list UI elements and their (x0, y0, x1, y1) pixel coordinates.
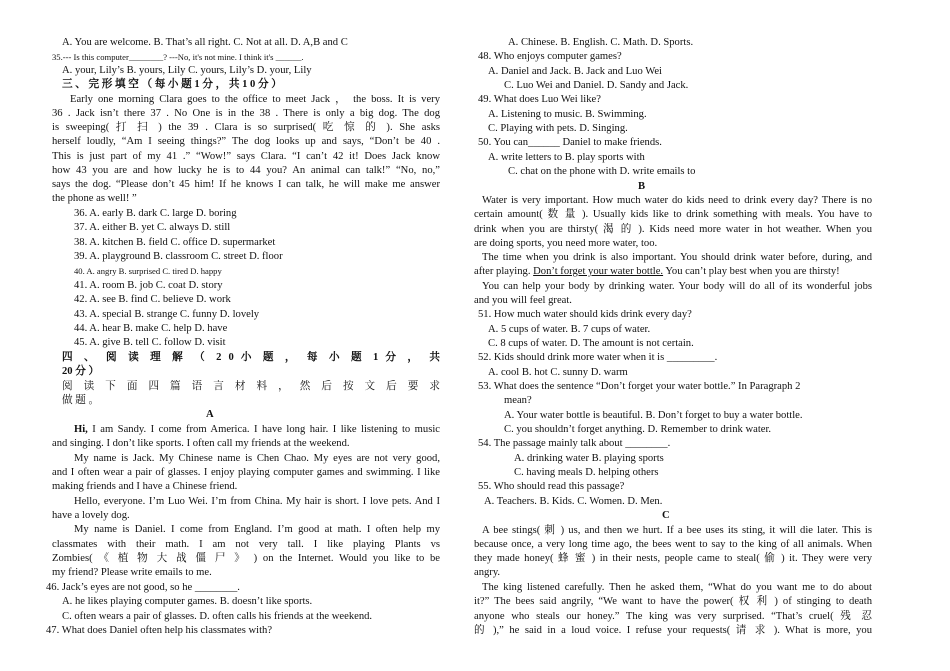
right-column-line: A. Listening to music. B. Swimming. (488, 109, 647, 120)
left-column-line: 20 分 ） (62, 366, 100, 377)
left-column-line: 35.--- Is this computer________? ---No, it's not mine. I think it's ______. (52, 52, 304, 62)
right-column-line: C. Luo Wei and Daniel. D. Sandy and Jack. (504, 80, 689, 91)
right-column-line: anyone who steals our honey.” The king was very surprised. “That’s cruel( 残 忍 (474, 611, 872, 622)
left-column-line: herself loudly, “Am I seeing things?” The dog looks up and says, “Don’t be 40 . (52, 136, 440, 147)
left-column-line: 阅 读 下 面 四 篇 语 言 材 料 ， 然 后 按 文 后 要 求 (62, 381, 440, 392)
left-column-line: 47. What does Daniel often help his classmates with? (46, 625, 273, 636)
left-column-line: A (206, 409, 214, 420)
right-column-line: A. Chinese. B. English. C. Math. D. Sports. (508, 37, 694, 48)
left-column-line: A. You are welcome. B. That’s all right. C. Not at all. D. A,B and C (62, 37, 348, 48)
left-column-line: says the dog. “Please don’t 45 him! If he knows I can talk, he will make me answer (52, 179, 440, 190)
left-column-line: 42. A. see B. find C. believe D. work (74, 294, 231, 305)
right-column-line: A. write letters to B. play sports with (488, 152, 645, 163)
right-column-line: 55. Who should read this passage? (478, 481, 625, 492)
left-column-line: 40. A. angry B. surprised C. tired D. happy (74, 266, 222, 276)
left-column-line: 38. A. kitchen B. field C. office D. supermarket (74, 237, 276, 248)
right-column-line: are doing sports, you need more water, too. (474, 238, 658, 249)
right-column-line: because once, a very long time ago, the bees went to say to the king of all animals. When (474, 539, 872, 550)
left-column-line: 做 题 。 (62, 395, 100, 406)
left-column-line: My name is Daniel. I come from England. I’m good at math. I often help my (74, 524, 440, 535)
left-column-line: 37. A. either B. yet C. always D. still (74, 222, 231, 233)
right-column-line: Water is very important. How much water do kids need to drink every day? There is no (482, 195, 872, 206)
right-column-line: C (662, 510, 670, 521)
left-column-line: 41. A. room B. job C. coat D. story (74, 280, 223, 291)
right-column-line: A. drinking water B. playing sports (514, 453, 664, 464)
right-column-line: You can help your body by drinking water. Your body will do all of its wonderful jobs (482, 281, 872, 292)
left-column-line: and I often wear a pair of glasses. I enjoy playing computer games and swimming. I like (52, 467, 440, 478)
right-column-line: The time when you drink is also important. You should drink water before, during, and (482, 252, 872, 263)
right-column-line: A. cool B. hot C. sunny D. warm (488, 367, 628, 378)
right-column-line: 的 ),” he said in a loud voice. I refuse your requests( 请 求 ). What is more, you (474, 625, 872, 636)
right-column-line: A. Your water bottle is beautiful. B. Don’t forget to buy a water bottle. (504, 410, 803, 421)
right-column-line: they made honey( 蜂 蜜 ) in their nests, people came to steal( 偷 ) it. They were very (474, 553, 872, 564)
right-column-line: 49. What does Luo Wei like? (478, 94, 601, 105)
right-column-line: certain amount( 数 量 ). Usually kids like to drink something with meals. You have to (474, 209, 872, 220)
right-column-line: C. chat on the phone with D. write emails to (508, 166, 696, 177)
right-column-line: drink when you are thirsty( 渴 的 ). Kids need more water in hot weather. When you (474, 224, 872, 235)
right-column-line: The king listened carefully. Then he asked them, “What do you want me to do about (482, 582, 872, 593)
left-column-line: how 43 you are and how lucky he is to 44 you? An animal can talk!” “No, no,” (52, 165, 440, 176)
left-column-line: and singing. I don’t like sports. I often call my friends at the weekend. (52, 438, 350, 449)
left-column-line: is sweeping( 打 扫 ) the 39 . Clara is so surprised( 吃 惊 的 ). She asks (52, 122, 440, 133)
left-column-line: 44. A. hear B. make C. help D. have (74, 323, 228, 334)
right-column-line: 53. What does the sentence “Don’t forget your water bottle.” In Paragraph 2 (478, 381, 801, 392)
left-column-line: 36. A. early B. dark C. large D. boring (74, 208, 237, 219)
right-column-line: mean? (504, 395, 532, 406)
left-column-line: have a lovely dog. (52, 510, 130, 521)
right-column-line: 54. The passage mainly talk about ________. (478, 438, 671, 449)
left-column-line: 46. Jack’s eyes are not good, so he ________. (46, 582, 240, 593)
right-column-line: C. having meals D. helping others (514, 467, 659, 478)
right-column-line: B (638, 181, 646, 192)
right-column-line: C. Playing with pets. D. Singing. (488, 123, 628, 134)
right-column-line: angry. (474, 567, 501, 578)
left-column-line: My name is Jack. My Chinese name is Chen Chao. My eyes are not very good, (74, 453, 440, 464)
right-column-line: 51. How much water should kids drink every day? (478, 309, 692, 320)
left-column-line: Hello, everyone. I’m Luo Wei. I’m from China. My hair is short. I love pets. And I (74, 496, 440, 507)
left-column-line: classmates with their math. I am not very tall. I like playing Plants vs (52, 539, 440, 550)
left-column-line: Early one morning Clara goes to the office to meet Jack ， the boss. It is very (70, 94, 440, 105)
left-column-line: A. your, Lily’s B. yours, Lily C. yours, Lily’s D. your, Lily (62, 65, 312, 76)
right-column-line: A. Daniel and Jack. B. Jack and Luo Wei (488, 66, 662, 77)
left-column-line: C. often wears a pair of glasses. D. often calls his friends at the weekend. (62, 611, 373, 622)
right-column-line: C. 8 cups of water. D. The amount is not certain. (488, 338, 694, 349)
right-column-line: 50. You can______ Daniel to make friends. (478, 137, 662, 148)
left-column-line: 四 、 阅 读 理 解 （ 2 0 小 题 ， 每 小 题 1 分 ， 共 (62, 352, 440, 363)
left-column-line: making friends and I have a Chinese friend. (52, 481, 238, 492)
left-column-line: my friend? Please write emails to me. (52, 567, 212, 578)
left-column-line: Hi, I am Sandy. I come from America. I have long hair. I like listening to music (74, 424, 440, 435)
right-column-line: 52. Kids should drink more water when it is _________. (478, 352, 718, 363)
right-column-line: A. 5 cups of water. B. 7 cups of water. (488, 324, 651, 335)
left-column-line: the phone as well! ” (52, 193, 137, 204)
left-column-line: A. he likes playing computer games. B. doesn’t like sports. (62, 596, 313, 607)
left-column-line: 43. A. special B. strange C. funny D. lovely (74, 309, 260, 320)
left-column-line: 三 、 完 形 填 空 （ 每 小 题 1 分 ， 共 1 0 分 ） (62, 79, 282, 90)
right-column-line: A bee stings( 刺 ) us, and then we hurt. If a bee uses its sting, it will die later. This is (482, 525, 872, 536)
right-column-line: 48. Who enjoys computer games? (478, 51, 622, 62)
right-column-line: and you will feel great. (474, 295, 572, 306)
right-column-line: A. Teachers. B. Kids. C. Women. D. Men. (484, 496, 663, 507)
left-column-line: 45. A. give B. tell C. follow D. visit (74, 337, 226, 348)
right-column-line: C. you shouldn’t forget anything. D. Remember to drink water. (504, 424, 772, 435)
right-column-line: after playing. Don’t forget your water bottle. You can’t play best when you are thirsty! (474, 266, 840, 277)
left-column-line: This is just part of my 41 .” “Wow!” says Clara. “I can’t 42 it! Does Jack know (52, 151, 440, 162)
right-column-line: it?” The bees said angrily, “We want to have the power( 权 利 ) of stinging to death (474, 596, 872, 607)
left-column-line: 39. A. playground B. classroom C. street D. floor (74, 251, 283, 262)
left-column-line: 36 . Jack isn’t there 37 . No One is in the 38 . There is only a big dog. The dog (52, 108, 440, 119)
left-column-line: Zombies( 《 植 物 大 战 僵 尸 》 ) on the Internet. Would you like to be (52, 553, 440, 564)
